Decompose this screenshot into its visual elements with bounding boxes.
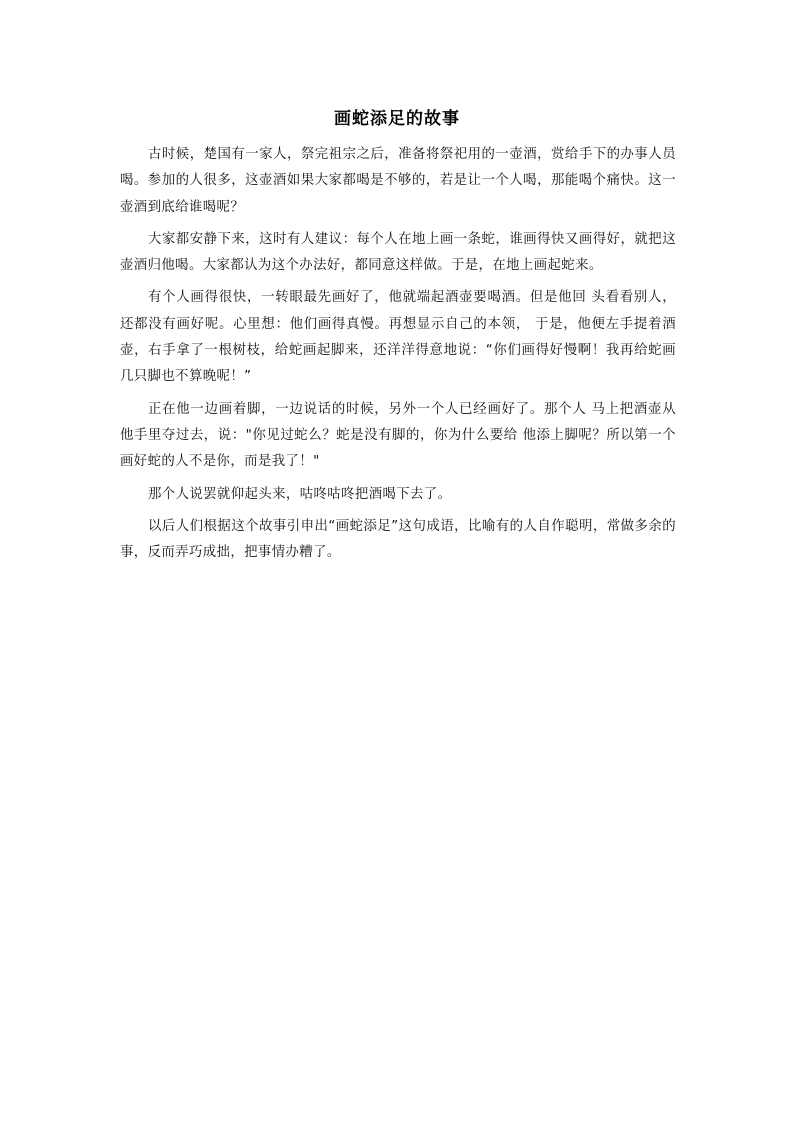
document-title: 画蛇添足的故事 [334,109,460,129]
paragraph-6: 以后人们根据这个故事引申出“画蛇添足”这句成语，比喻有的人自作聪明，常做多余的事，反而弄巧成拙，把事情办糟了。 [120,518,676,561]
paragraph-2: 大家都安静下来，这时有人建议：每个人在地上画一条蛇，谁画得快又画得好，就把这壶酒归他喝。大家都认为这个办法好，都同意这样做。于是，在地上画起蛇来。 [120,231,676,274]
paragraph-3: 有个人画得很快，一转眼最先画好了，他就端起酒壶要喝酒。但是他回 头看看别人，还都没有画好呢。心里想：他们画得真慢。再想显示自己的本领， 于是，他便左手提着酒壶，右手拿了一根树枝，给蛇画起脚来，还洋洋得意地说：“你们画得好慢啊！我再给蛇画几只脚也不算晚呢！” [120,290,676,385]
paragraph-5: 那个人说罢就仰起头来，咕咚咕咚把酒喝下去了。 [148,486,452,502]
document-body [120,142,676,572]
paragraph-1: 古时候，楚国有一家人，祭完祖宗之后，准备将祭祀用的一壶酒，赏给手下的办事人员喝。参加的人很多，这壶酒如果大家都喝是不够的，若是让一个人喝，那能喝个痛快。这一壶酒到底给谁喝呢？ [120,147,676,215]
paragraph-4: 正在他一边画着脚，一边说话的时候，另外一个人已经画好了。那个人 马上把酒壶从他手里夺过去，说："你见过蛇么？蛇是没有脚的，你为什么要给 他添上脚呢？所以第一个画好蛇的人不是你，而是我了！" [120,401,676,470]
